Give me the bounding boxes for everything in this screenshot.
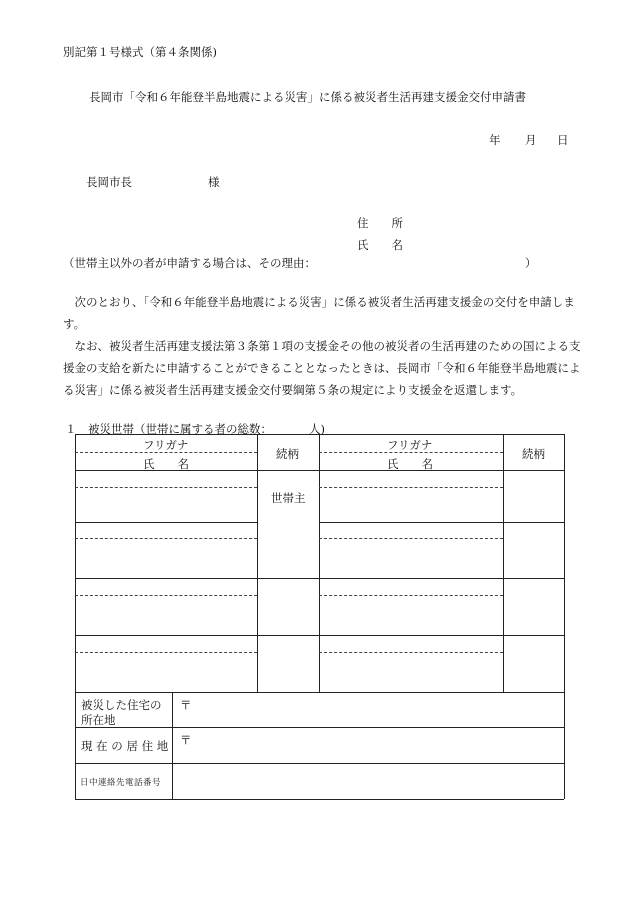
daytime-phone-label: 日中連絡先電話番号 bbox=[80, 778, 162, 788]
section-heading: １ 被災世帯（世帯に属する者の総数： bbox=[65, 422, 272, 436]
header-relationship-right: 続柄 bbox=[522, 447, 545, 461]
row-divider bbox=[75, 692, 564, 693]
document-title: 長岡市「令和６年能登半島地震による災害」に係る被災者生活再建支援金交付申請書 bbox=[89, 90, 526, 104]
body-p2-line2: 援金の支給を新たに申請することができることとなったときは、長岡市「令和６年能登半島地震によ bbox=[63, 361, 581, 375]
body-p2-line1: なお、被災者生活再建支援法第３条第１項の支援金その他の被災者の生活再建のための国による支 bbox=[63, 339, 581, 353]
row-divider bbox=[75, 578, 564, 579]
table-border-right bbox=[564, 434, 565, 799]
furigana-divider bbox=[319, 538, 503, 539]
table-border-left bbox=[75, 434, 76, 799]
date-day: 日 bbox=[557, 133, 569, 147]
table-divider bbox=[319, 434, 320, 692]
furigana-divider bbox=[75, 487, 257, 488]
current-address-label: 現 在 の 居 住 地 bbox=[81, 739, 169, 753]
furigana-divider bbox=[319, 595, 503, 596]
form-number: 別記第１号様式（第４条関係) bbox=[63, 45, 217, 59]
addressee-name: 長岡市長 bbox=[86, 175, 132, 189]
row-divider bbox=[75, 727, 564, 728]
affected-address-label-line1: 被災した住宅の bbox=[81, 698, 162, 712]
header-furigana-left: フリガナ bbox=[143, 438, 189, 452]
row-divider bbox=[319, 522, 564, 523]
row-divider bbox=[75, 522, 257, 523]
body-text bbox=[63, 291, 581, 401]
body-p2-line3: る災害」に係る被災者生活再建支援金交付要綱第５条の規定により支援金を返還します。 bbox=[63, 383, 523, 397]
header-name-right: 氏 名 bbox=[387, 457, 433, 471]
body-p1-line2: す。 bbox=[63, 317, 86, 331]
section-unit: 人) bbox=[309, 422, 325, 436]
furigana-divider bbox=[75, 538, 257, 539]
furigana-divider bbox=[75, 652, 257, 653]
header-name-left: 氏 名 bbox=[143, 457, 189, 471]
addressee-suffix: 様 bbox=[208, 175, 220, 189]
postal-mark: 〒 bbox=[180, 733, 192, 747]
reason-close: ） bbox=[525, 256, 537, 270]
body-p1-line1: 次のとおり、「令和６年能登半島地震による災害」に係る被災者生活再建支援金の交付を申請しま bbox=[63, 295, 575, 309]
furigana-divider bbox=[319, 652, 503, 653]
date-year: 年 bbox=[489, 133, 501, 147]
furigana-divider bbox=[75, 595, 257, 596]
head-of-household-label: 世帯主 bbox=[271, 491, 306, 505]
row-divider bbox=[75, 635, 564, 636]
applicant-name-label: 氏 名 bbox=[357, 238, 403, 252]
date-month: 月 bbox=[525, 133, 537, 147]
table-border-top bbox=[75, 434, 564, 435]
postal-mark: 〒 bbox=[180, 698, 192, 712]
table-divider bbox=[503, 434, 504, 692]
affected-address-label-line2: 所在地 bbox=[81, 713, 116, 727]
reason-open: （世帯主以外の者が申請する場合は、その理由： bbox=[63, 256, 316, 270]
applicant-address-label: 住 所 bbox=[357, 216, 403, 230]
table-border-bottom bbox=[75, 799, 564, 800]
header-relationship-left: 続柄 bbox=[276, 447, 299, 461]
row-divider bbox=[75, 763, 564, 764]
table-divider bbox=[172, 692, 173, 799]
header-furigana-right: フリガナ bbox=[387, 438, 433, 452]
table-divider bbox=[257, 434, 258, 692]
furigana-divider bbox=[319, 487, 503, 488]
